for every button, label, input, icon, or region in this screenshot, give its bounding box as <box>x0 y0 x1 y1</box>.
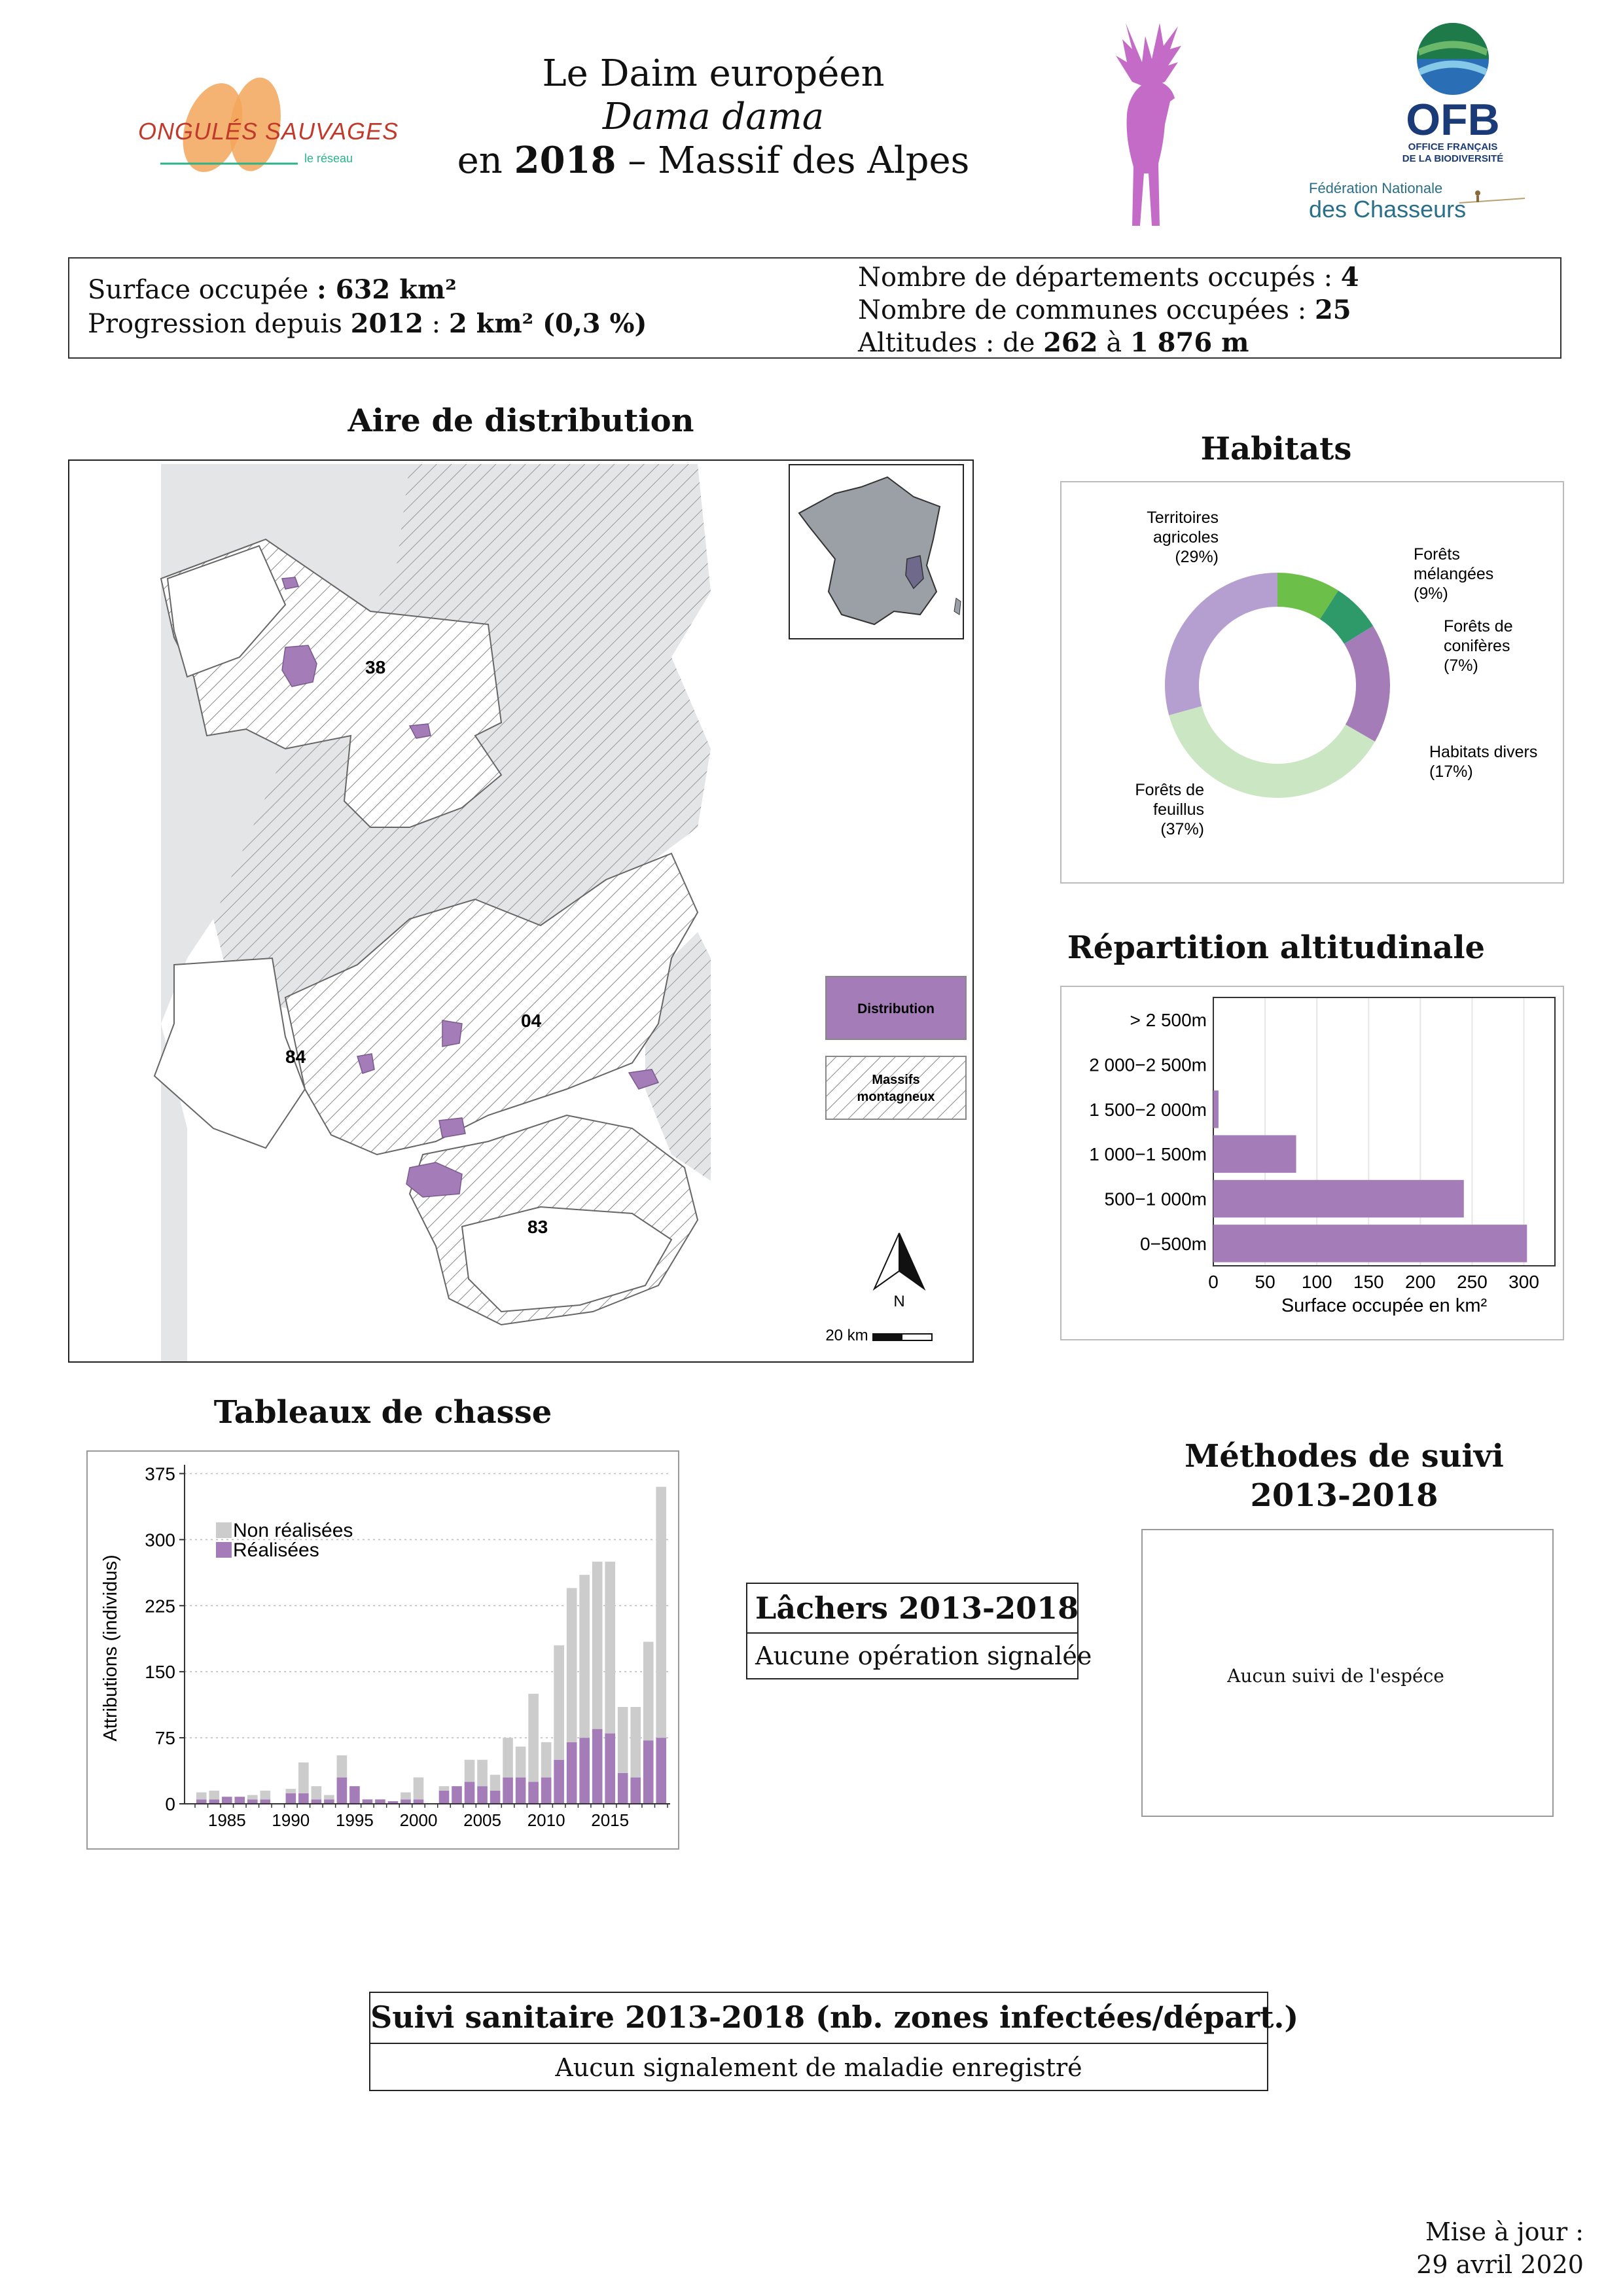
chasse-bar-realisees-8 <box>298 1793 309 1804</box>
chasse-ytick-2: 150 <box>145 1662 175 1683</box>
update-date: 29 avril 2020 <box>1416 2250 1584 2279</box>
chasse-bar-non-realisees-36 <box>656 1487 666 1738</box>
altitude-bar-4 <box>1213 1180 1464 1217</box>
altitude-cat-5: 0−500m <box>1140 1233 1207 1254</box>
update-label: Mise à jour : <box>1425 2217 1584 2246</box>
chasse-bar-non-realisees-23 <box>490 1775 501 1791</box>
altitude-cat-1: 2 000−2 500m <box>1089 1054 1207 1075</box>
chasse-bar-non-realisees-29 <box>567 1588 577 1742</box>
chasse-bar-non-realisees-16 <box>401 1793 411 1800</box>
nb-communes: Nombre de communes occupées : 25 <box>858 295 1351 325</box>
habitat-label-1-0: Forêts <box>1414 545 1460 564</box>
chasse-ytick-1: 75 <box>154 1728 175 1749</box>
legend-realisees-swatch <box>216 1542 232 1558</box>
chasse-xtick-2: 1995 <box>335 1810 374 1830</box>
update-note <box>1309 2215 1584 2281</box>
chasse-panel <box>86 1450 679 1850</box>
chasse-bar-realisees-10 <box>324 1799 334 1804</box>
france-inset <box>789 465 963 639</box>
chasse-bar-realisees-12 <box>349 1786 360 1804</box>
chasse-ytick-5: 375 <box>145 1463 175 1484</box>
chasse-bar-chart <box>88 1452 678 1848</box>
altitude-xtick-1: 50 <box>1255 1272 1275 1292</box>
chasse-bar-non-realisees-4 <box>247 1795 258 1800</box>
chasse-bar-non-realisees-34 <box>630 1707 641 1778</box>
legend-massifs-label-2: montagneux <box>857 1090 935 1104</box>
logo-ofb-sub2: DE LA BIODIVERSITÉ <box>1402 153 1504 164</box>
habitat-slice-0 <box>1165 573 1277 715</box>
logo-fnc-line2: des Chasseurs <box>1309 196 1467 223</box>
altitude-cat-2: 1 500−2 000m <box>1089 1099 1207 1120</box>
lachers-box <box>746 1583 1092 1679</box>
chasse-bar-realisees-24 <box>503 1778 513 1804</box>
title-year-massif: en 2018 – Massif des Alpes <box>457 139 970 182</box>
north-label: N <box>893 1293 905 1310</box>
altitude-xtick-4: 200 <box>1405 1272 1436 1292</box>
stats-right <box>858 261 1359 359</box>
dept-83-white <box>462 1207 671 1312</box>
altitude-bar-2 <box>1213 1090 1219 1128</box>
chasse-bar-non-realisees-21 <box>465 1760 475 1782</box>
dept-label-83: 83 <box>527 1217 548 1237</box>
altitude-cat-3: 1 000−1 500m <box>1089 1144 1207 1165</box>
legend-massifs-swatch <box>826 1056 966 1119</box>
chasse-ylabel: Attributions (individus) <box>100 1554 121 1742</box>
chasse-xtick-1: 1990 <box>272 1810 310 1830</box>
logo-ongules-main: ONGULÉS SAUVAGES <box>138 118 399 145</box>
lachers-text: Aucune opération signalée <box>755 1641 1092 1670</box>
habitat-label-1-2: (9%) <box>1414 584 1448 603</box>
chasse-bar-non-realisees-25 <box>516 1747 526 1778</box>
habitat-label-4-2: (37%) <box>1160 820 1204 838</box>
chasse-bar-realisees-22 <box>477 1786 488 1804</box>
altitude-bar-5 <box>1213 1225 1527 1262</box>
progression: Progression depuis 2012 : 2 km² (0,3 %) <box>88 308 647 339</box>
altitude-bar-chart <box>1061 987 1563 1339</box>
chasse-bar-realisees-19 <box>439 1791 450 1804</box>
title-species: Le Daim européen <box>542 52 885 95</box>
chasse-bar-non-realisees-1 <box>209 1791 219 1799</box>
chasse-bar-non-realisees-27 <box>541 1742 552 1778</box>
chasse-bar-realisees-17 <box>414 1799 424 1804</box>
stats-box <box>68 257 1561 359</box>
methodes-title: Méthodes de suivi 2013-2018 <box>1185 1438 1504 1514</box>
logo-ofb <box>1387 20 1518 170</box>
sanitaire-text: Aucun signalement de maladie enregistré <box>555 2053 1082 2082</box>
habitat-label-0-2: (29%) <box>1175 548 1219 566</box>
dept-label-84: 84 <box>285 1047 306 1067</box>
chasse-ytick-0: 0 <box>165 1794 175 1814</box>
chasse-xtick-6: 2015 <box>591 1810 630 1830</box>
north-arrow-icon <box>874 1233 924 1289</box>
chasse-ytick-4: 300 <box>145 1530 175 1551</box>
deer-silhouette-icon <box>1086 10 1204 239</box>
chasse-bar-non-realisees-8 <box>298 1763 309 1793</box>
map-title: Aire de distribution <box>348 403 694 439</box>
chasse-bar-realisees-7 <box>286 1793 296 1804</box>
altitude-xtick-5: 250 <box>1457 1272 1488 1292</box>
altitude-xtick-6: 300 <box>1508 1272 1539 1292</box>
altitude-bar-3 <box>1213 1135 1296 1172</box>
legend-non-realisees-label: Non réalisées <box>233 1520 353 1541</box>
legend-distribution-label: Distribution <box>857 1001 935 1016</box>
chasse-bar-non-realisees-19 <box>439 1786 450 1791</box>
habitat-label-3-0: Habitats divers <box>1429 743 1538 761</box>
chasse-ytick-3: 225 <box>145 1596 175 1617</box>
chasse-bar-realisees-1 <box>209 1799 219 1804</box>
altitude-panel <box>1060 986 1564 1340</box>
chasse-bar-non-realisees-32 <box>605 1562 615 1733</box>
sanitaire-title: Suivi sanitaire 2013-2018 (nb. zones infectées/départ.) <box>370 2000 1299 2035</box>
habitat-label-2-2: (7%) <box>1444 656 1478 675</box>
chasse-xtick-4: 2005 <box>463 1810 501 1830</box>
altitudes: Altitudes : de 262 à 1 876 m <box>858 327 1249 358</box>
methodes-panel <box>1141 1529 1554 1817</box>
page-title <box>393 52 1034 183</box>
chasse-bar-realisees-11 <box>337 1778 348 1804</box>
altitude-cat-4: 500−1 000m <box>1104 1189 1207 1210</box>
chasse-bar-realisees-25 <box>516 1778 526 1804</box>
chasse-bar-non-realisees-0 <box>196 1793 207 1800</box>
habitat-slice-3 <box>1344 626 1390 742</box>
chasse-bar-realisees-5 <box>260 1799 271 1804</box>
dept-label-04: 04 <box>521 1011 542 1031</box>
chasse-bar-realisees-26 <box>528 1782 539 1804</box>
distribution-map <box>68 459 974 1363</box>
chasse-bar-realisees-29 <box>567 1742 577 1804</box>
chasse-bar-realisees-23 <box>490 1791 501 1804</box>
legend-massifs-label-1: Massifs <box>872 1073 920 1087</box>
chasse-bar-realisees-14 <box>375 1799 385 1804</box>
altitude-xtick-3: 150 <box>1353 1272 1384 1292</box>
logo-ofb-sub1: OFFICE FRANÇAIS <box>1408 141 1498 152</box>
chasse-bar-non-realisees-33 <box>618 1707 628 1773</box>
chasse-bar-realisees-20 <box>452 1786 462 1804</box>
chasse-bar-non-realisees-30 <box>579 1575 590 1738</box>
logo-fnc-line1: Fédération Nationale <box>1309 180 1443 196</box>
legend-non-realisees-swatch <box>216 1522 232 1538</box>
chasse-bar-non-realisees-9 <box>312 1786 322 1799</box>
altitude-cat-0: > 2 500m <box>1130 1010 1207 1031</box>
habitats-donut-chart <box>1061 482 1563 882</box>
sanitaire-box <box>369 1992 1299 2091</box>
logo-fnc <box>1309 180 1531 226</box>
nb-departements: Nombre de départements occupés : 4 <box>858 262 1359 293</box>
chasse-bar-realisees-16 <box>401 1799 411 1804</box>
chasse-bar-non-realisees-7 <box>286 1789 296 1793</box>
chasse-bar-realisees-30 <box>579 1738 590 1804</box>
chasse-xtick-3: 2000 <box>399 1810 438 1830</box>
chasse-bar-non-realisees-22 <box>477 1760 488 1786</box>
habitats-panel <box>1060 481 1564 884</box>
title-latin-name: Dama dama <box>602 96 825 138</box>
chasse-xtick-0: 1985 <box>207 1810 246 1830</box>
chasse-bar-non-realisees-35 <box>643 1641 654 1740</box>
chasse-bar-realisees-13 <box>363 1799 373 1804</box>
chasse-bar-non-realisees-10 <box>324 1795 334 1800</box>
habitat-label-1-1: mélangées <box>1414 565 1494 583</box>
stats-left <box>88 273 647 341</box>
legend-realisees-label: Réalisées <box>233 1539 319 1561</box>
chasse-xtick-5: 2010 <box>527 1810 565 1830</box>
chasse-bar-realisees-9 <box>312 1799 322 1804</box>
chasse-bar-realisees-4 <box>247 1799 258 1804</box>
scale-label: 20 km <box>825 1327 868 1344</box>
chasse-bar-non-realisees-26 <box>528 1694 539 1782</box>
habitat-label-0-0: Territoires <box>1147 509 1219 527</box>
habitat-label-0-1: agricoles <box>1152 528 1219 547</box>
chasse-bar-realisees-0 <box>196 1799 207 1804</box>
chasse-bar-realisees-32 <box>605 1733 615 1804</box>
logo-ongules-sauvages <box>134 72 399 183</box>
chasse-bar-non-realisees-24 <box>503 1738 513 1778</box>
dept-label-38: 38 <box>365 657 386 677</box>
methodes-text: Aucun suivi de l'espéce <box>1227 1665 1444 1687</box>
chasse-bar-realisees-21 <box>465 1782 475 1804</box>
chasse-title: Tableaux de chasse <box>213 1394 552 1431</box>
habitat-label-3-1: (17%) <box>1429 762 1473 781</box>
chasse-bar-non-realisees-5 <box>260 1791 271 1799</box>
habitats-title: Habitats <box>1200 431 1352 467</box>
chasse-bar-realisees-31 <box>592 1729 603 1804</box>
habitat-label-4-1: feuillus <box>1153 800 1204 819</box>
lachers-title: Lâchers 2013-2018 <box>755 1590 1079 1626</box>
habitat-label-2-0: Forêts de <box>1444 617 1513 636</box>
chasse-bar-realisees-36 <box>656 1738 666 1804</box>
altitude-xtick-2: 100 <box>1301 1272 1332 1292</box>
chasse-bar-realisees-27 <box>541 1778 552 1804</box>
chasse-bar-realisees-33 <box>618 1773 628 1804</box>
habitat-label-4-0: Forêts de <box>1135 781 1204 799</box>
chasse-bar-realisees-34 <box>630 1778 641 1804</box>
altitude-xtick-0: 0 <box>1208 1272 1219 1292</box>
altitude-title: Répartition altitudinale <box>1067 929 1486 966</box>
chasse-bar-realisees-3 <box>234 1797 245 1804</box>
chasse-bar-realisees-2 <box>222 1797 232 1804</box>
chasse-bar-non-realisees-31 <box>592 1562 603 1729</box>
chasse-bar-realisees-28 <box>554 1760 564 1804</box>
altitude-xlabel: Surface occupée en km² <box>1281 1295 1488 1316</box>
logo-ofb-main: OFB <box>1406 95 1500 145</box>
logo-ongules-sub: le réseau <box>304 152 353 165</box>
habitat-label-2-1: conifères <box>1444 637 1510 655</box>
chasse-bar-non-realisees-28 <box>554 1645 564 1760</box>
chasse-bar-non-realisees-11 <box>337 1755 348 1778</box>
surface-occupee: Surface occupée : 632 km² <box>88 274 457 305</box>
chasse-bar-realisees-35 <box>643 1740 654 1804</box>
chasse-bar-non-realisees-17 <box>414 1778 424 1800</box>
